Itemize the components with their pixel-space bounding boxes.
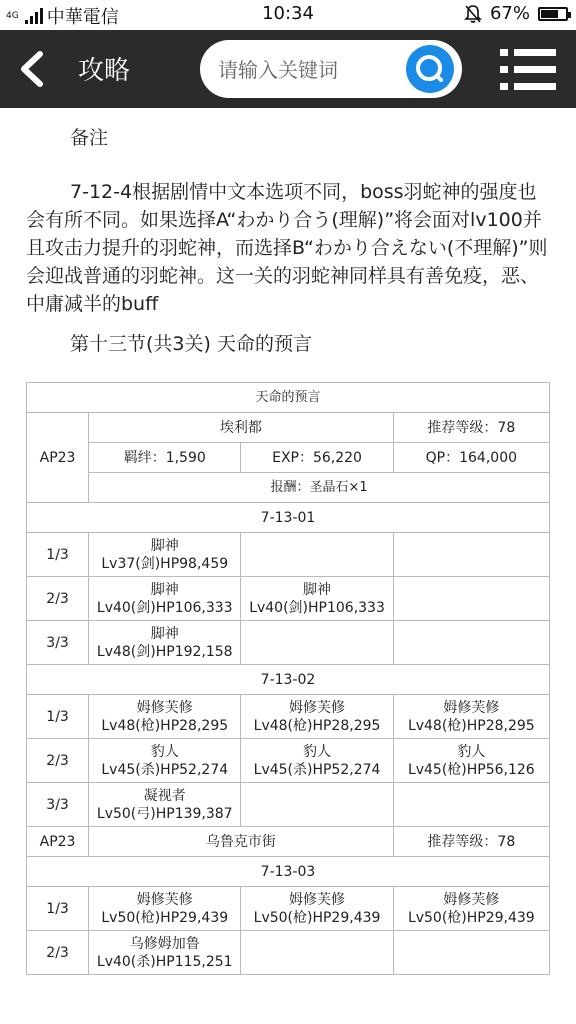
wave-number: 2/3	[27, 931, 89, 975]
enemy-stats: Lv37(剑)HP98,459	[101, 555, 229, 572]
enemy-name: 姆修芙修	[443, 891, 500, 908]
enemy-cell	[89, 931, 241, 975]
enemy-name: 脚神	[150, 581, 179, 598]
enemy-stats: Lv50(枪)HP29,439	[101, 909, 229, 926]
table-row	[27, 443, 550, 473]
enemy-stats: Lv48(枪)HP28,295	[253, 717, 381, 734]
enemy-name: 姆修芙修	[289, 699, 346, 716]
enemy-stats: Lv50(弓)HP139,387	[96, 805, 233, 822]
search-input[interactable]	[216, 52, 400, 88]
carrier-name: 中華電信	[46, 7, 119, 28]
table-row	[27, 621, 550, 665]
enemy-cell	[89, 577, 241, 621]
enemy-stats: Lv48(枪)HP28,295	[101, 717, 229, 734]
enemy-cell-empty	[241, 783, 393, 827]
enemy-name: 脚神	[150, 537, 179, 554]
status-bar	[0, 0, 576, 30]
search-button[interactable]	[406, 45, 454, 93]
table-row	[27, 577, 550, 621]
enemy-cell	[393, 695, 549, 739]
enemy-cell-empty	[393, 621, 549, 665]
table-row	[27, 695, 550, 739]
page-title: 攻略	[78, 56, 131, 86]
recommended-level: 推荐等级：78	[393, 413, 549, 443]
enemy-name: 豹人	[303, 743, 332, 760]
enemy-cell	[89, 739, 241, 783]
table-row	[27, 783, 550, 827]
mute-icon	[464, 4, 482, 24]
top-nav-bar	[0, 30, 576, 108]
location-name: 埃利都	[89, 413, 394, 443]
table-row	[27, 739, 550, 783]
location-name: 乌鲁克市街	[89, 827, 394, 857]
enemy-cell-empty	[393, 931, 549, 975]
wave-number: 1/3	[27, 533, 89, 577]
enemy-name: 脚神	[303, 581, 332, 598]
table-row	[27, 533, 550, 577]
enemy-cell-empty	[241, 533, 393, 577]
qp-reward: QP：164,000	[393, 443, 549, 473]
enemy-stats: Lv50(枪)HP29,439	[253, 909, 381, 926]
recommended-level: 推荐等级：78	[393, 827, 549, 857]
exp-reward: EXP：56,220	[241, 443, 393, 473]
battery-icon	[538, 7, 568, 21]
enemy-stats: Lv40(剑)HP106,333	[249, 599, 385, 616]
back-button[interactable]	[12, 48, 52, 90]
search-icon	[406, 45, 454, 93]
table-row	[27, 473, 550, 503]
wave-number: 3/3	[27, 621, 89, 665]
enemy-name: 乌修姆加鲁	[129, 935, 200, 952]
table-row	[27, 857, 550, 887]
enemy-cell	[241, 739, 393, 783]
enemy-cell	[89, 887, 241, 931]
table-row	[27, 665, 550, 695]
wave-number: 1/3	[27, 695, 89, 739]
enemy-name: 姆修芙修	[136, 699, 193, 716]
menu-button[interactable]	[500, 48, 558, 92]
bond-reward: 羁绊：1,590	[89, 443, 241, 473]
enemy-cell	[241, 577, 393, 621]
battery-level	[541, 10, 558, 18]
enemy-stats: Lv48(剑)HP192,158	[96, 643, 233, 660]
status-right	[464, 3, 568, 24]
note-body: 7-12-4根据剧情中文本选项不同，boss羽蛇神的强度也会有所不同。如果选择A“わかり合う(理解)”将会面对lv100并且攻击力提升的羽蛇神，而选择B“わかり合えない(不理解)”则会迎战普通的羽蛇神。这一关的羽蛇神同样具有善免疫，恶、中庸减半的buff	[26, 181, 548, 315]
stage-name: 7-13-02	[27, 665, 550, 695]
search-bar[interactable]	[200, 40, 462, 98]
wave-number: 2/3	[27, 577, 89, 621]
wave-number: 3/3	[27, 783, 89, 827]
menu-list-icon	[500, 48, 558, 92]
enemy-stats: Lv40(杀)HP115,251	[96, 953, 233, 970]
wave-number: 2/3	[27, 739, 89, 783]
table-row	[27, 383, 550, 413]
wave-number: 1/3	[27, 887, 89, 931]
item-reward: 报酬：圣晶石×1	[89, 473, 550, 503]
enemy-stats: Lv45(杀)HP52,274	[253, 761, 381, 778]
stage-table	[26, 382, 550, 975]
enemy-name: 凝视者	[143, 787, 186, 804]
table-row	[27, 887, 550, 931]
enemy-name: 姆修芙修	[289, 891, 346, 908]
note-heading: 备注	[70, 127, 109, 149]
enemy-stats: Lv40(剑)HP106,333	[96, 599, 233, 616]
enemy-name: 姆修芙修	[136, 891, 193, 908]
enemy-cell	[393, 887, 549, 931]
battery-percent: 67%	[489, 3, 530, 24]
enemy-cell-empty	[393, 783, 549, 827]
enemy-stats: Lv45(枪)HP56,126	[407, 761, 535, 778]
section-heading: 第十三节(共3关) 天命的预言	[70, 333, 312, 355]
back-arrow-icon	[12, 48, 52, 90]
table-row	[27, 931, 550, 975]
enemy-cell-empty	[241, 621, 393, 665]
enemy-stats: Lv48(枪)HP28,295	[407, 717, 535, 734]
enemy-cell	[89, 533, 241, 577]
enemy-name: 豹人	[457, 743, 486, 760]
network-type-label: 4G	[6, 10, 19, 21]
ap-cost: AP23	[27, 827, 89, 857]
enemy-cell	[241, 887, 393, 931]
enemy-cell	[89, 783, 241, 827]
enemy-cell	[89, 695, 241, 739]
enemy-name: 脚神	[150, 625, 179, 642]
enemy-name: 姆修芙修	[443, 699, 500, 716]
stage-name: 7-13-03	[27, 857, 550, 887]
table-title: 天命的预言	[27, 383, 550, 413]
enemy-cell-empty	[241, 931, 393, 975]
enemy-cell-empty	[393, 533, 549, 577]
enemy-cell	[393, 739, 549, 783]
clock: 10:34	[262, 3, 314, 24]
table-row	[27, 413, 550, 443]
enemy-cell	[89, 621, 241, 665]
stage-name: 7-13-01	[27, 503, 550, 533]
enemy-cell-empty	[393, 577, 549, 621]
enemy-cell	[241, 695, 393, 739]
enemy-name: 豹人	[150, 743, 179, 760]
table-row	[27, 827, 550, 857]
table-row	[27, 503, 550, 533]
enemy-stats: Lv45(杀)HP52,274	[101, 761, 229, 778]
enemy-stats: Lv50(枪)HP29,439	[407, 909, 535, 926]
ap-cost: AP23	[27, 413, 89, 503]
